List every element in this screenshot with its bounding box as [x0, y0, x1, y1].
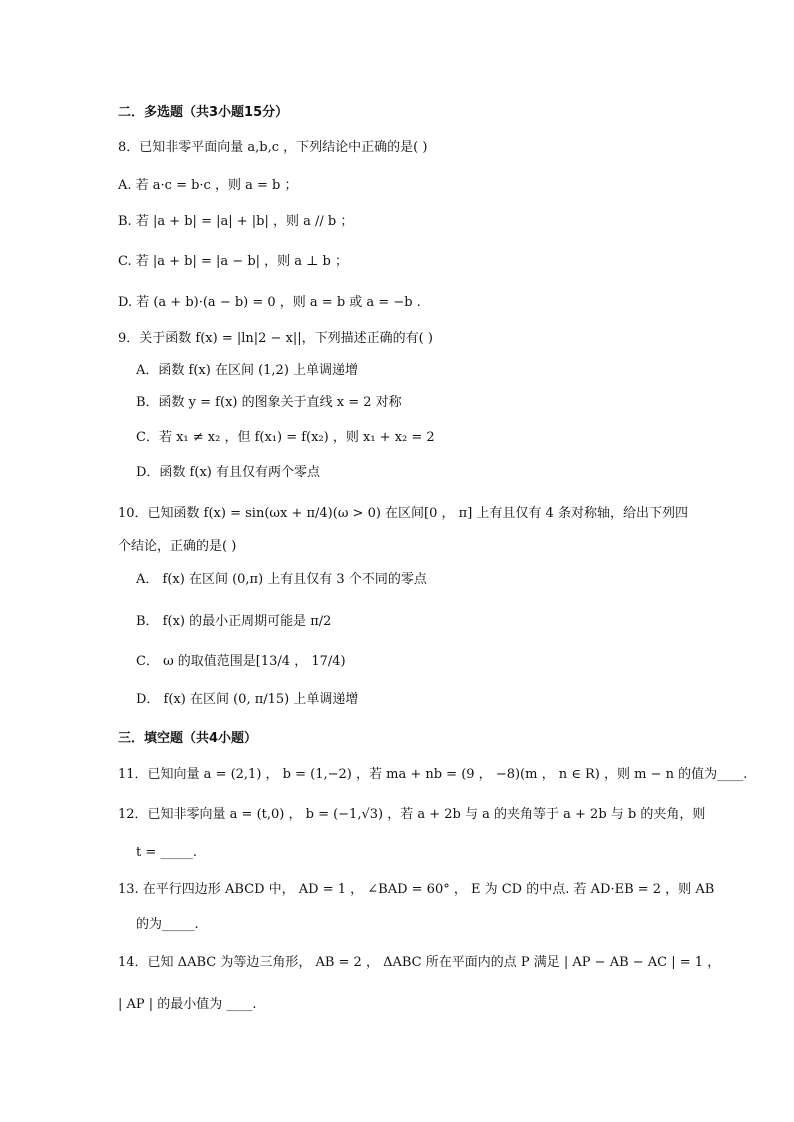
question-10-stem-line2: 个结论，正确的是( ) [118, 539, 237, 554]
question-13-line1: 13. 在平行四边形 ABCD 中， AD = 1 ， ∠BAD = 60° ， E 为 CD 的中点. 若 AD·EB = 2 ，则 AB [118, 882, 715, 897]
question-10-option-a: A． f(x) 在区间 (0,π) 上有且仅有 3 个不同的零点 [136, 572, 427, 587]
question-11: 11．已知向量 a = (2,1) ， b = (1,−2) ，若 ma + nb = (9 ， −8)(m ， n ∈ R) ，则 m − n 的值为____. [118, 767, 748, 782]
question-10-option-c: C． ω 的取值范围是[13/4 ， 17/4) [136, 654, 346, 669]
question-12-line1: 12．已知非零向量 a = (t,0) ， b = (−1,√3) ，若 a + 2b 与 a 的夹角等于 a + 2b 与 b 的夹角，则 [118, 807, 706, 822]
question-14-line2: | AP | 的最小值为 ____. [118, 997, 257, 1012]
question-9-option-a: A．函数 f(x) 在区间 (1,2) 上单调递增 [136, 363, 359, 378]
question-9-option-c: C．若 x₁ ≠ x₂ ，但 f(x₁) = f(x₂) ，则 x₁ + x₂ = 2 [136, 430, 435, 445]
question-12-line2: t = _____. [136, 845, 198, 860]
question-10-option-d: D． f(x) 在区间 (0, π/15) 上单调递增 [136, 692, 359, 707]
question-9-option-d: D．函数 f(x) 有且仅有两个零点 [136, 465, 320, 480]
question-8-option-c: C. 若 |a + b| = |a − b| ，则 a ⊥ b ； [118, 254, 348, 269]
section-title-multiple-choice: 二．多选题（共3小题15分） [118, 105, 289, 120]
question-13-line2: 的为_____. [136, 917, 199, 932]
question-14-line1: 14．已知 ΔABC 为等边三角形， AB = 2 ， ΔABC 所在平面内的点 P 满足 | AP − AB − AC | = 1 ， [118, 955, 721, 970]
question-9-stem: 9．关于函数 f(x) = |ln|2 − x||，下列描述正确的有( ) [118, 331, 433, 346]
question-10-option-b: B． f(x) 的最小正周期可能是 π/2 [136, 614, 332, 629]
question-8-stem: 8．已知非零平面向量 a,b,c ，下列结论中正确的是( ) [118, 140, 428, 155]
question-10-stem-line1: 10．已知函数 f(x) = sin(ωx + π/4)(ω > 0) 在区间[0 ， π] 上有且仅有 4 条对称轴，给出下列四 [118, 506, 688, 521]
question-8-option-b: B. 若 |a + b| = |a| + |b| ，则 a // b ； [118, 214, 354, 229]
question-8-option-a: A. 若 a·c = b·c ，则 a = b ； [118, 178, 298, 193]
question-8-option-d: D. 若 (a + b)·(a − b) = 0 ，则 a = b 或 a = −b . [118, 295, 421, 310]
question-9-option-b: B．函数 y = f(x) 的图象关于直线 x = 2 对称 [136, 395, 402, 410]
section-title-fill-in: 三．填空题（共4小题） [118, 731, 258, 746]
